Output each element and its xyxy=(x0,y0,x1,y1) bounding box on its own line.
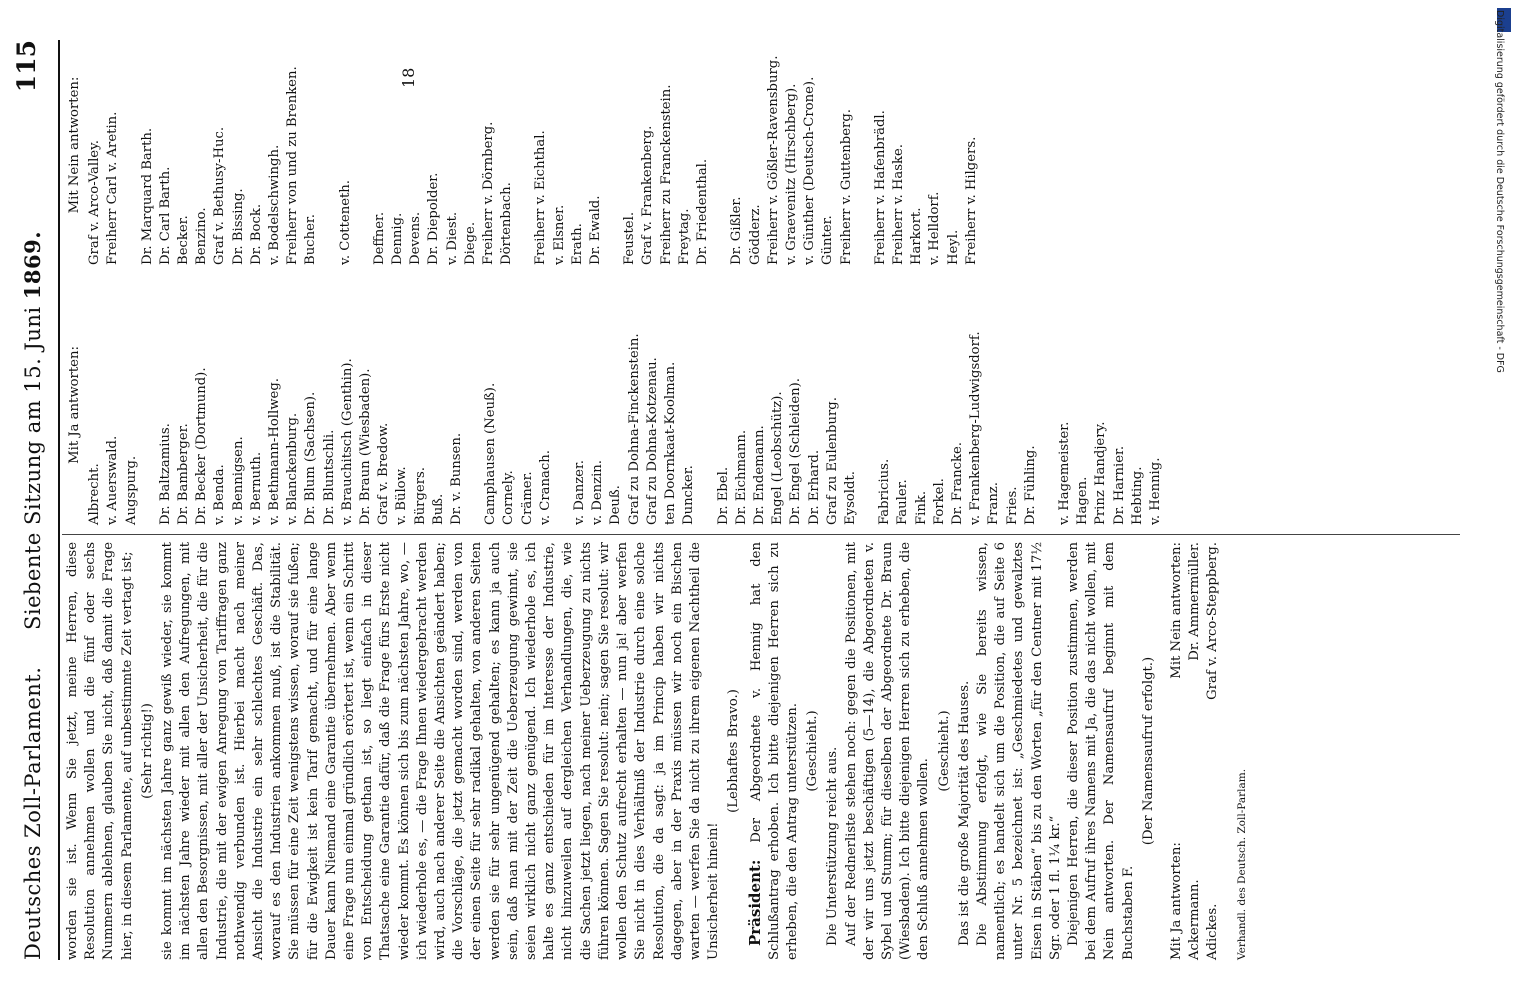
member-name: Dr. Diepolder. xyxy=(426,172,442,265)
interjection: (Geschieht.) xyxy=(805,710,821,792)
member-name: v. Günther (Deutsch-Crone). xyxy=(802,76,818,265)
paragraph: Diejenigen Herren, die dieser Position zustimmen, werden bei dem Aufruf ihres Namens mit Ja, die das nicht wollen, mit Nein antworten. Der Namensaufruf beginnt mit dem Buchstaben F. xyxy=(1065,542,1136,960)
member-name: Heyl. xyxy=(945,229,961,265)
member-name: Benzino. xyxy=(194,207,210,265)
member-name: Dr. Carl Barth. xyxy=(157,166,173,265)
interjection: (Lebhaftes Bravo.) xyxy=(726,689,742,813)
page-header xyxy=(12,40,54,960)
header-rule xyxy=(58,40,60,960)
member-name: Albrecht. xyxy=(87,463,103,525)
footer-note: Verhandl. des Deutsch. Zoll-Parlam. xyxy=(1235,768,1248,960)
member-name: Crämer. xyxy=(519,471,535,525)
header-session: Siebente Sitzung am 15. Juni xyxy=(21,306,45,630)
member-name: Freiherr v. Haske. xyxy=(890,144,906,265)
member-name: Dr. Bock. xyxy=(248,203,264,265)
member-name: Hebting. xyxy=(1129,466,1145,525)
interjection: (Sehr richtig!) xyxy=(139,703,155,799)
member-name: Günter. xyxy=(820,215,836,265)
member-name: v. Graevenitz (Hirschberg). xyxy=(783,83,799,265)
member-name: v. Bodelschwingh. xyxy=(267,144,283,265)
paragraph: Die Unterstützung reicht aus. xyxy=(825,746,841,946)
nein-column-header: Mit Nein antworten: xyxy=(67,76,82,214)
paragraph: Auf der Rednerliste stehen noch: gegen die Positionen, mit der wir uns jetzt beschäftigen (5—14), die Abgeordneten v. Sybel und Stumm; für dieselben der Abgeordnete Dr. Braun (Wiesbaden). Ich bitte diejenigen Herren sich zu erheben, die den Schluß annehmen wollen. xyxy=(843,542,932,960)
member-name: Dr. Baltzamius. xyxy=(157,423,173,525)
vote-headers xyxy=(1168,542,1186,960)
member-name: Devens. xyxy=(408,211,424,265)
member-name: v. Hennig. xyxy=(1147,457,1163,525)
column-number: 18 xyxy=(399,67,418,88)
member-name: Franz. xyxy=(986,482,1002,525)
member-name: Dr. Blum (Sachsen). xyxy=(303,391,319,525)
member-name: Prinz Handjery. xyxy=(1093,421,1109,525)
member-name: Freiherr von und zu Brenken. xyxy=(285,66,301,265)
member-name: Dr. Gißler. xyxy=(729,196,745,265)
header-year: 1869. xyxy=(20,230,45,300)
member-name: v. Blanckenburg. xyxy=(285,412,301,525)
member-name: v. Bennigsen. xyxy=(230,436,246,525)
ja-name: Ackermann. xyxy=(1187,879,1203,960)
member-name: v. Brauchitsch (Genthin). xyxy=(339,358,355,525)
member-name: Dr. v. Bunsen. xyxy=(449,432,465,525)
digitization-credit: Digitalisierung gefördert durch die Deutsche Forschungsgemeinschaft - DFG xyxy=(1494,10,1505,373)
member-name: Dr. Friedenthal. xyxy=(695,158,711,265)
member-name: Dr. Bluntschli. xyxy=(321,429,337,525)
member-name: Dr. Braun (Wiesbaden). xyxy=(358,368,374,525)
member-name: Freiherr v. Dörnberg. xyxy=(481,121,497,265)
member-name: Freiherr Carl v. Aretin. xyxy=(105,111,121,265)
member-name: Dr. Bissing. xyxy=(230,188,246,265)
member-name: v. Auerswald. xyxy=(105,435,121,525)
nein-name: Graf v. Arco-Steppberg. xyxy=(1205,542,1221,700)
member-name: Dr. Francke. xyxy=(949,442,965,525)
member-name: Graf zu Dohna-Kotzenau. xyxy=(644,357,660,525)
member-name: Erath. xyxy=(569,223,585,265)
header-left: Deutsches Zoll-Parlament. xyxy=(21,666,45,960)
member-name: Fauler. xyxy=(895,479,911,525)
paragraph: Präsident: Der Abgeordnete v. Hennig hat den Schlußantrag erhoben. Ich bitte diejenigen Herren sich zu erheben, die den Antrag unterstützen. xyxy=(745,542,800,960)
member-name: Becker. xyxy=(176,215,192,265)
member-name: v. Bülow. xyxy=(394,466,410,525)
member-name: v. Helldorf. xyxy=(927,191,943,265)
member-name: Buß. xyxy=(430,493,446,525)
member-name: Dennig. xyxy=(390,212,406,265)
member-name: Graf v. Frankenberg. xyxy=(640,125,656,265)
ja-column-header: Mit Ja antworten: xyxy=(67,346,82,464)
member-name: Freiherr v. Eichthal. xyxy=(533,130,549,265)
member-name: Freiherr zu Franckenstein. xyxy=(658,84,674,265)
member-name: Camphausen (Neuß). xyxy=(483,382,499,525)
member-name: Harkort. xyxy=(909,207,925,265)
member-name: ten Doornkaat-Koolman. xyxy=(663,361,679,525)
member-name: v. Danzer. xyxy=(572,460,588,525)
header-center xyxy=(20,230,45,630)
member-name: Freytag. xyxy=(676,208,692,265)
member-name: Freiherr v. Guttenberg. xyxy=(838,109,854,265)
member-name: Gödderz. xyxy=(747,204,763,265)
member-name: v. Cotteneth. xyxy=(337,180,353,265)
text-column xyxy=(64,542,1251,960)
member-name: Deuß. xyxy=(608,485,624,525)
member-name: Engel (Leobschütz). xyxy=(770,391,786,525)
member-name: v. Frankenberg-Ludwigsdorf. xyxy=(968,331,984,525)
member-name: Dr. Eichmann. xyxy=(733,429,749,525)
nein-column xyxy=(64,25,981,265)
member-name: v. Diest. xyxy=(444,211,460,265)
member-name: Freiherr v. Gößler-Ravensburg. xyxy=(765,55,781,265)
member-name: Dr. Endemann. xyxy=(751,425,767,525)
member-name: Graf zu Dohna-Finckenstein. xyxy=(626,333,642,525)
column-divider xyxy=(62,534,1460,535)
member-name: Graf v. Bredow. xyxy=(376,422,392,525)
member-name: v. Cranach. xyxy=(537,450,553,525)
member-name: v. Elsner. xyxy=(551,204,567,265)
member-name: v. Bernuth. xyxy=(248,451,264,525)
member-name: v. Benda. xyxy=(212,464,228,525)
member-name: Deffner. xyxy=(371,211,387,265)
interjection: (Der Namensaufruf erfolgt.) xyxy=(1140,656,1156,846)
member-name: Eysoldt. xyxy=(842,471,858,525)
member-name: v. Hagemeister. xyxy=(1056,421,1072,525)
president-text: Der Abgeordnete v. Hennig hat den Schlußantrag erhoben. Ich bitte diejenigen Herren sich zu erheben, die den Antrag unterstützen. xyxy=(748,542,800,960)
member-name: Dr. Marquard Barth. xyxy=(139,127,155,265)
paragraph: worden sie ist. Wenn Sie jetzt, meine Herren, diese Resolution annehmen wollen und die fünf oder sechs Nummern ablehnen, glauben Sie nicht, daß damit die Frage hier, in diesem Parlamente, auf unbestimmte Zeit vertagt ist; xyxy=(65,542,135,960)
vote-row xyxy=(1186,542,1204,960)
member-name: Bürgers. xyxy=(412,467,428,525)
member-name: Fries. xyxy=(1004,486,1020,525)
member-name: Diege. xyxy=(462,221,478,265)
member-name: Fink. xyxy=(913,490,929,525)
member-name: Freiherr v. Hilgers. xyxy=(963,136,979,265)
member-name: v. Denzin. xyxy=(590,460,606,525)
member-name: Dörtenbach. xyxy=(499,182,515,265)
vote-row xyxy=(1204,542,1222,960)
member-name: Graf v. Arco-Valley. xyxy=(87,140,103,265)
vote-nein-header: Mit Nein antworten: xyxy=(1168,542,1184,679)
member-name: Cornely. xyxy=(501,470,517,525)
member-name: Hagen. xyxy=(1075,476,1091,525)
member-name: Dr. Bamberger. xyxy=(176,423,192,525)
paragraph: sie kommt im nächsten Jahre ganz gewiß wieder, sie kommt im nächsten Jahre wieder mit allen den Aufregungen, mit allen den Besorgnissen, mit aller der Unsicherheit, die für die Industrie, die mit der ewigen Anregung von Tariffragen ganz nothwendig verbunden ist. Hierbei macht nach meiner Ansicht die Industrie ein sehr schlechtes Geschäft. Das, worauf es den Industrien ankommen muß, ist die Stabilität. Sie müssen für eine Zeit wenigstens wissen, worauf sie fußen; für die Ewigkeit ist kein Tarif gemacht, und für eine lange Dauer kann Niemand eine Garantie übernehmen. Aber wenn eine Frage nun einmal gründlich erörtert ist, wenn ein Schritt von Entscheidung gethan ist, so liegt einfach in dieser Thatsache eine Garantie dafür, daß die Frage fürs Erste nicht wieder kommt. Es können sich bis zum nächsten Jahre, wo, — ich wiederhole es, — die Frage Ihnen wiedergebracht werden wird, auch nach anderer Seite die Ansichten geändert haben; die Vorschläge, die jetzt gemacht worden sind, werden von der einen Seite für sehr radikal gehalten, von anderen Seiten werden sie für sehr ungenügend gehalten; es kann ja auch sein, daß man mit der Zeit die Ueberzeugung gewinnt, sie seien wirklich nicht ganz genügend. Ich wiederhole es, ich halte es ganz entschieden für im Interesse der Industrie, nicht hinzuweilen auf dergleichen Verhandlungen, die, wie die Sachen jetzt liegen, nach meiner Ueberzeugung zu nichts führen können. Sagen Sie resolut: nein; sagen Sie resolut: wir wollen den Schutz aufrecht erhalten — nun ja! aber werfen Sie nicht in dies Verhältniß der Industrie durch eine solche Resolution, die da sagt: ja im Princip haben wir nichts dagegen, aber in der Praxis müssen wir noch ein Bischen warten — werfen Sie da nicht zu ihrem eigenen Nachtheil die Unsicherheit hinein! xyxy=(160,542,722,960)
member-name: Graf v. Bethusy-Huc. xyxy=(212,126,228,265)
member-name: Dr. Engel (Schleiden). xyxy=(788,378,804,525)
member-name: Bucher. xyxy=(303,214,319,265)
member-name: Fabricius. xyxy=(877,458,893,525)
page-number: 115 xyxy=(12,40,41,93)
member-name: Augspurg. xyxy=(123,455,139,525)
member-name: Forkel. xyxy=(931,478,947,525)
member-name: Dr. Fühling. xyxy=(1022,445,1038,525)
member-name: Dr. Ewald. xyxy=(588,195,604,265)
member-name: Graf zu Eulenburg. xyxy=(824,397,840,525)
member-name: v. Bethmann-Hollweg. xyxy=(267,378,283,525)
member-name: Dr. Ebel. xyxy=(715,466,731,525)
nein-name: Dr. Ammermüller. xyxy=(1187,542,1203,661)
interjection: (Geschieht.) xyxy=(936,710,952,792)
vote-ja-header: Mit Ja antworten: xyxy=(1168,842,1184,960)
paragraph: Die Abstimmung erfolgt, wie Sie bereits wissen, namentlich; es handelt sich um die Position, die auf Seite 6 unter Nr. 5 bezeichnet ist: „Geschmiedetes und gewalztes Eisen in Stäben“ bis zu den Worten „für den Centner mit 17½ Sgr. oder 1 fl. 1¼ kr.“ xyxy=(974,542,1063,960)
member-name: Duncker. xyxy=(681,465,697,525)
member-name: Dr. Harnier. xyxy=(1111,445,1127,525)
member-name: Freiherr v. Hafenbrädl. xyxy=(872,110,888,265)
member-name: Dr. Erhard. xyxy=(806,449,822,525)
paragraph: Das ist die große Majorität des Hauses. xyxy=(956,680,972,946)
ja-name: Adickes. xyxy=(1205,903,1221,960)
member-name: Feustel. xyxy=(622,211,638,265)
member-name: Dr. Becker (Dortmund). xyxy=(194,367,210,525)
ja-column xyxy=(64,285,1165,525)
